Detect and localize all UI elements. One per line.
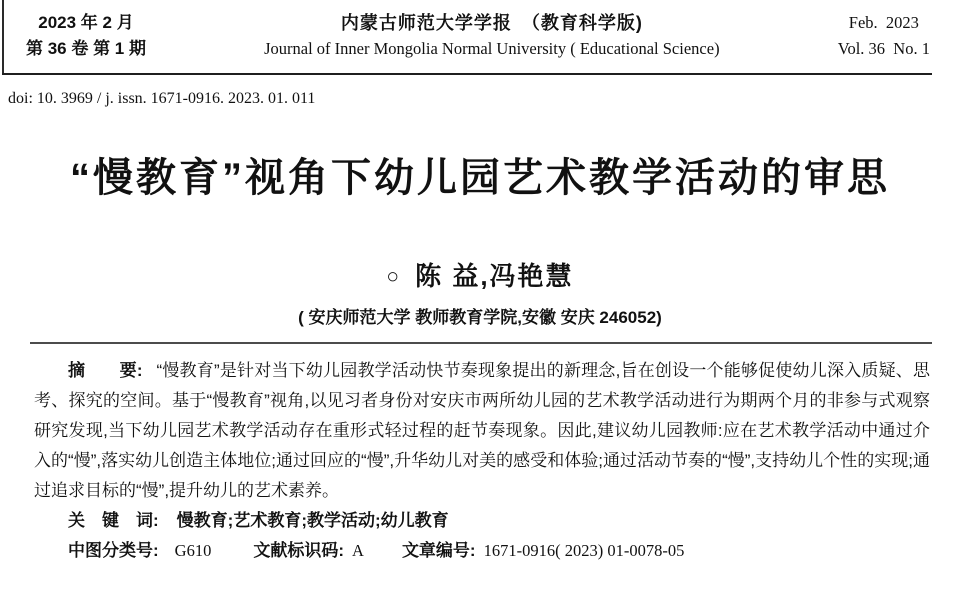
article-id-value: 1671-0916( 2023) 01-0078-05 [483, 541, 685, 560]
header-date-en: Feb. 2023 [848, 13, 919, 32]
article-meta-block [34, 356, 930, 566]
header-issue-info [26, 10, 146, 62]
page-edge-line [2, 0, 4, 73]
author-names: 陈 益,冯艳慧 [415, 261, 574, 291]
clc-label: 中图分类号: [68, 541, 159, 560]
header-date-cn: 2023 年 2 月 [38, 13, 134, 32]
clc-value: G610 [174, 541, 212, 560]
doc-code-value: A [352, 541, 364, 560]
doc-code-label: 文献标识码: [253, 541, 345, 560]
abstract-paragraph [34, 356, 930, 506]
abstract-divider-rule [30, 342, 932, 344]
article-id-label: 文章编号: [401, 541, 476, 560]
journal-title-chinese: 内蒙古师范大学学报 （教育科学版) [340, 13, 643, 33]
header-divider-rule [2, 73, 932, 75]
header-issue-info-en [838, 10, 930, 62]
doi-line: doi: 10. 3969 / j. issn. 1671-0916. 2023. 01. 011 [8, 90, 316, 107]
abstract-text: “慢教育”是针对当下幼儿园教学活动快节奏现象提出的新理念,旨在创设一个能够促使幼儿深入质疑、思考、探究的空间。基于“慢教育”视角,以见习者身份对安庆市两所幼儿园的艺术教学活动进行为期两个月的非参与式观察研究发现,当下幼儿园艺术教学活动存在重形式轻过程的赶节奏现象。因此,建议幼儿园教师:应在艺术教学活动中通过介入的“慢”,落实幼儿创造主体地位;通过回应的“慢”,升华幼儿对美的感受和体验;通过活动节奏的“慢”,支持幼儿个性的实现;通过追求目标的“慢”,提升幼儿的艺术素养。 [34, 361, 930, 500]
header-volume-en: Vol. 36 No. 1 [837, 39, 930, 58]
journal-title-english: Journal of Inner Mongolia Normal University ( Educational Science) [264, 39, 720, 58]
author-marker-circle-icon: ○ [386, 265, 402, 288]
abstract-label: 摘 要: [68, 361, 143, 380]
affiliation-line: ( 安庆师范大学 教师教育学院,安徽 安庆 246052) [298, 308, 662, 327]
keywords-label: 关 键 词: [68, 511, 159, 530]
journal-header [26, 10, 930, 62]
authors-line [0, 256, 960, 293]
keywords-text: 慢教育;艺术教育;教学活动;幼儿教育 [176, 511, 449, 530]
classification-line [34, 536, 930, 566]
article-title: “慢教育”视角下幼儿园艺术教学活动的审思 [70, 156, 890, 200]
header-journal-title [264, 10, 719, 62]
keywords-line [34, 506, 930, 536]
header-volume-cn: 第 36 卷 第 1 期 [26, 39, 146, 58]
